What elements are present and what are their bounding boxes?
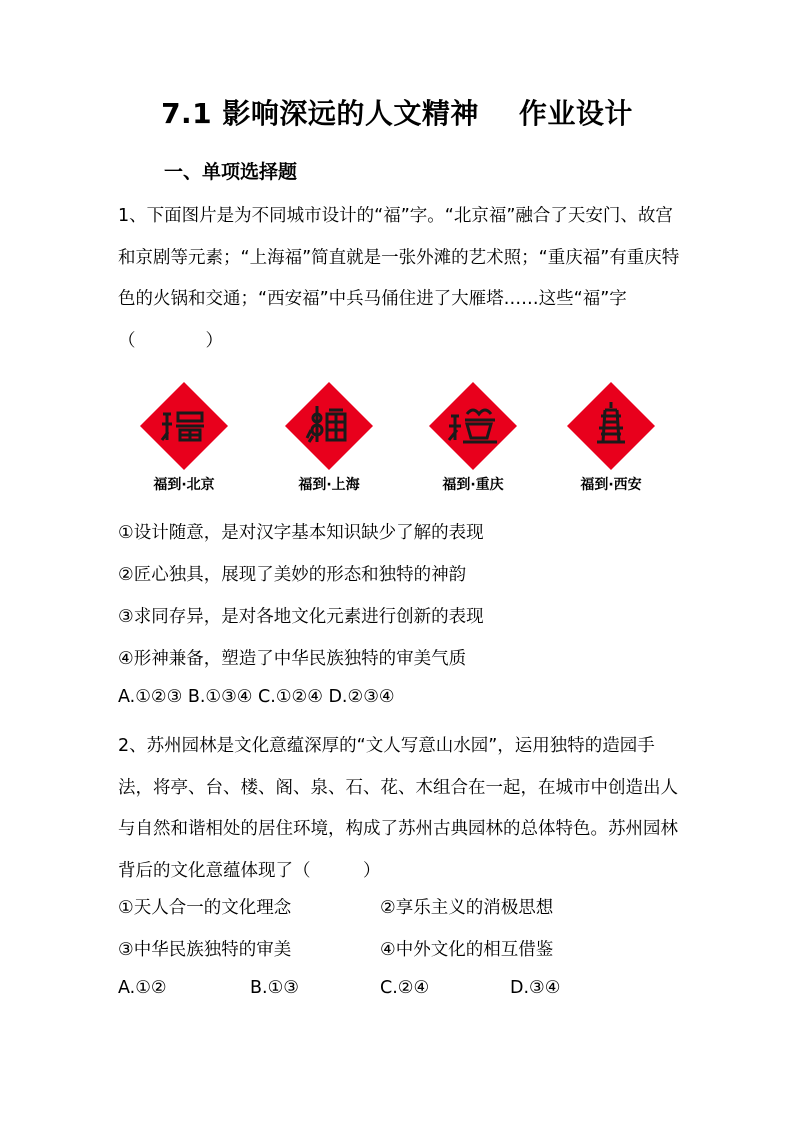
q1-option-1: ①设计随意，是对汉字基本知识缺少了解的表现	[118, 523, 484, 543]
fu-shanghai-icon	[283, 380, 375, 472]
fu-image-xian	[541, 380, 681, 500]
page-title: 7.1 影响深远的人文精神 作业设计	[161, 97, 633, 130]
q2-answer-d: D.③④	[510, 978, 561, 998]
fu-image-shanghai	[259, 380, 399, 500]
q2-option-1: ①天人合一的文化理念	[118, 898, 292, 918]
q1-option-2: ②匠心独具，展现了美妙的形态和独特的神韵	[118, 565, 467, 585]
q2-option-3: ③中华民族独特的审美	[118, 940, 292, 960]
question-2-stem: 2、苏州园林是文化意蕴深厚的“文人写意山水园”，运用独特的造园手法，将亭、台、楼、阁、泉、石、花、木组合在一起，在城市中创造出人与自然和谐相处的居住环境，构成了苏州古典园林的总体特色。苏州园林背后的文化意蕴体现了（ ）	[118, 736, 678, 881]
fu-caption-beijing: 福到·北京	[153, 477, 215, 493]
fu-beijing-icon	[138, 380, 230, 472]
fu-chongqing-icon	[427, 380, 519, 472]
q1-option-4: ④形神兼备，塑造了中华民族独特的审美气质	[118, 649, 467, 669]
q2-answer-a: A.①②	[118, 978, 167, 998]
q2-option-4: ④中外文化的相互借鉴	[380, 940, 554, 960]
q2-answer-c: C.②④	[380, 978, 430, 998]
section-heading: 一、单项选择题	[164, 161, 298, 183]
fu-image-beijing	[114, 380, 254, 500]
fu-caption-chongqing: 福到·重庆	[442, 477, 504, 493]
fu-image-chongqing	[403, 380, 543, 500]
fu-caption-shanghai: 福到·上海	[298, 477, 360, 493]
q1-answers: A.①②③ B.①③④ C.①②④ D.②③④	[118, 687, 395, 707]
q2-answer-b: B.①③	[250, 978, 299, 998]
q2-option-2: ②享乐主义的消极思想	[380, 898, 554, 918]
question-1-stem: 1、下面图片是为不同城市设计的“福”字。“北京福”融合了天安门、故宫和京剧等元素；“上海福”简直就是一张外滩的艺术照；“重庆福”有重庆特色的火锅和交通；“西安福”中兵马俑住进了大雁塔……这些“福”字（ ）	[118, 206, 680, 351]
q1-option-3: ③求同存异，是对各地文化元素进行创新的表现	[118, 607, 484, 627]
fu-xian-icon	[565, 380, 657, 472]
fu-caption-xian: 福到·西安	[580, 477, 642, 493]
